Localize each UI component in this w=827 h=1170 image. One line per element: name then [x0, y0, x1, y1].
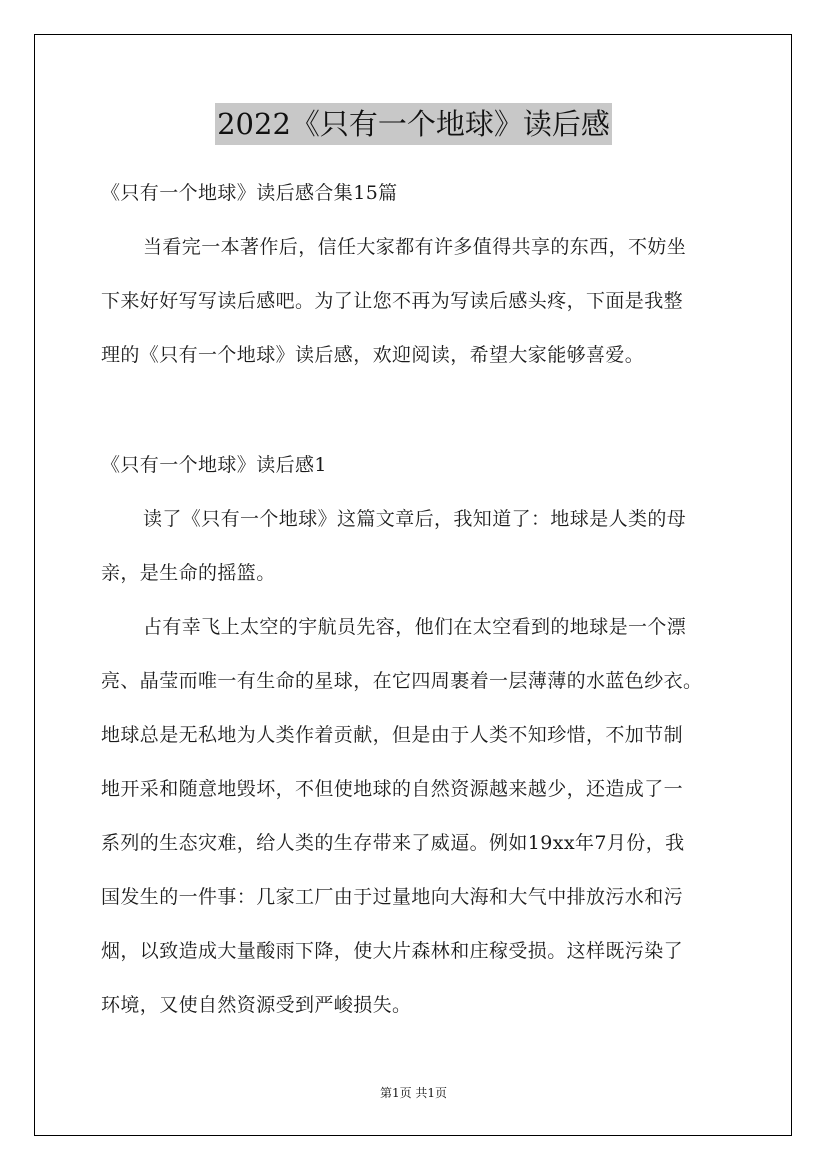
subtitle: 《只有一个地球》读后感合集15篇 [101, 182, 398, 204]
para1-line-1: 读了《只有一个地球》这篇文章后，我知道了：地球是人类的母 [143, 508, 687, 530]
section-heading: 《只有一个地球》读后感1 [101, 454, 327, 476]
para2-line-1: 占有幸飞上太空的宇航员先容，他们在太空看到的地球是一个漂 [143, 616, 687, 638]
para1-line-2: 亲，是生命的摇篮。 [101, 562, 276, 584]
intro-line-3: 理的《只有一个地球》读后感，欢迎阅读，希望大家能够喜爱。 [101, 344, 645, 366]
para2-line-6: 国发生的一件事：几家工厂由于过量地向大海和大气中排放污水和污 [101, 886, 684, 908]
para2-line-3: 地球总是无私地为人类作着贡献，但是由于人类不知珍惜，不加节制 [101, 724, 684, 746]
para2-line-5: 系列的生态灾难，给人类的生存带来了威逼。例如19xx年7月份，我 [101, 832, 685, 854]
document-title-wrap [0, 103, 827, 145]
intro-line-2: 下来好好写写读后感吧。为了让您不再为写读后感头疼，下面是我整 [101, 290, 684, 312]
document-title: 2022《只有一个地球》读后感 [215, 103, 612, 145]
page-footer: 第1页 共1页 [379, 1086, 448, 1100]
para2-line-8: 环境，又使自然资源受到严峻损失。 [101, 994, 412, 1016]
para2-line-4: 地开采和随意地毁坏，不但使地球的自然资源越来越少，还造成了一 [101, 778, 684, 800]
intro-line-1: 当看完一本著作后，信任大家都有许多值得共享的东西，不妨坐 [143, 236, 687, 258]
para2-line-2: 亮、晶莹而唯一有生命的星球，在它四周裹着一层薄薄的水蓝色纱衣。 [101, 670, 703, 692]
para2-line-7: 烟，以致造成大量酸雨下降，使大片森林和庄稼受损。这样既污染了 [101, 940, 684, 962]
